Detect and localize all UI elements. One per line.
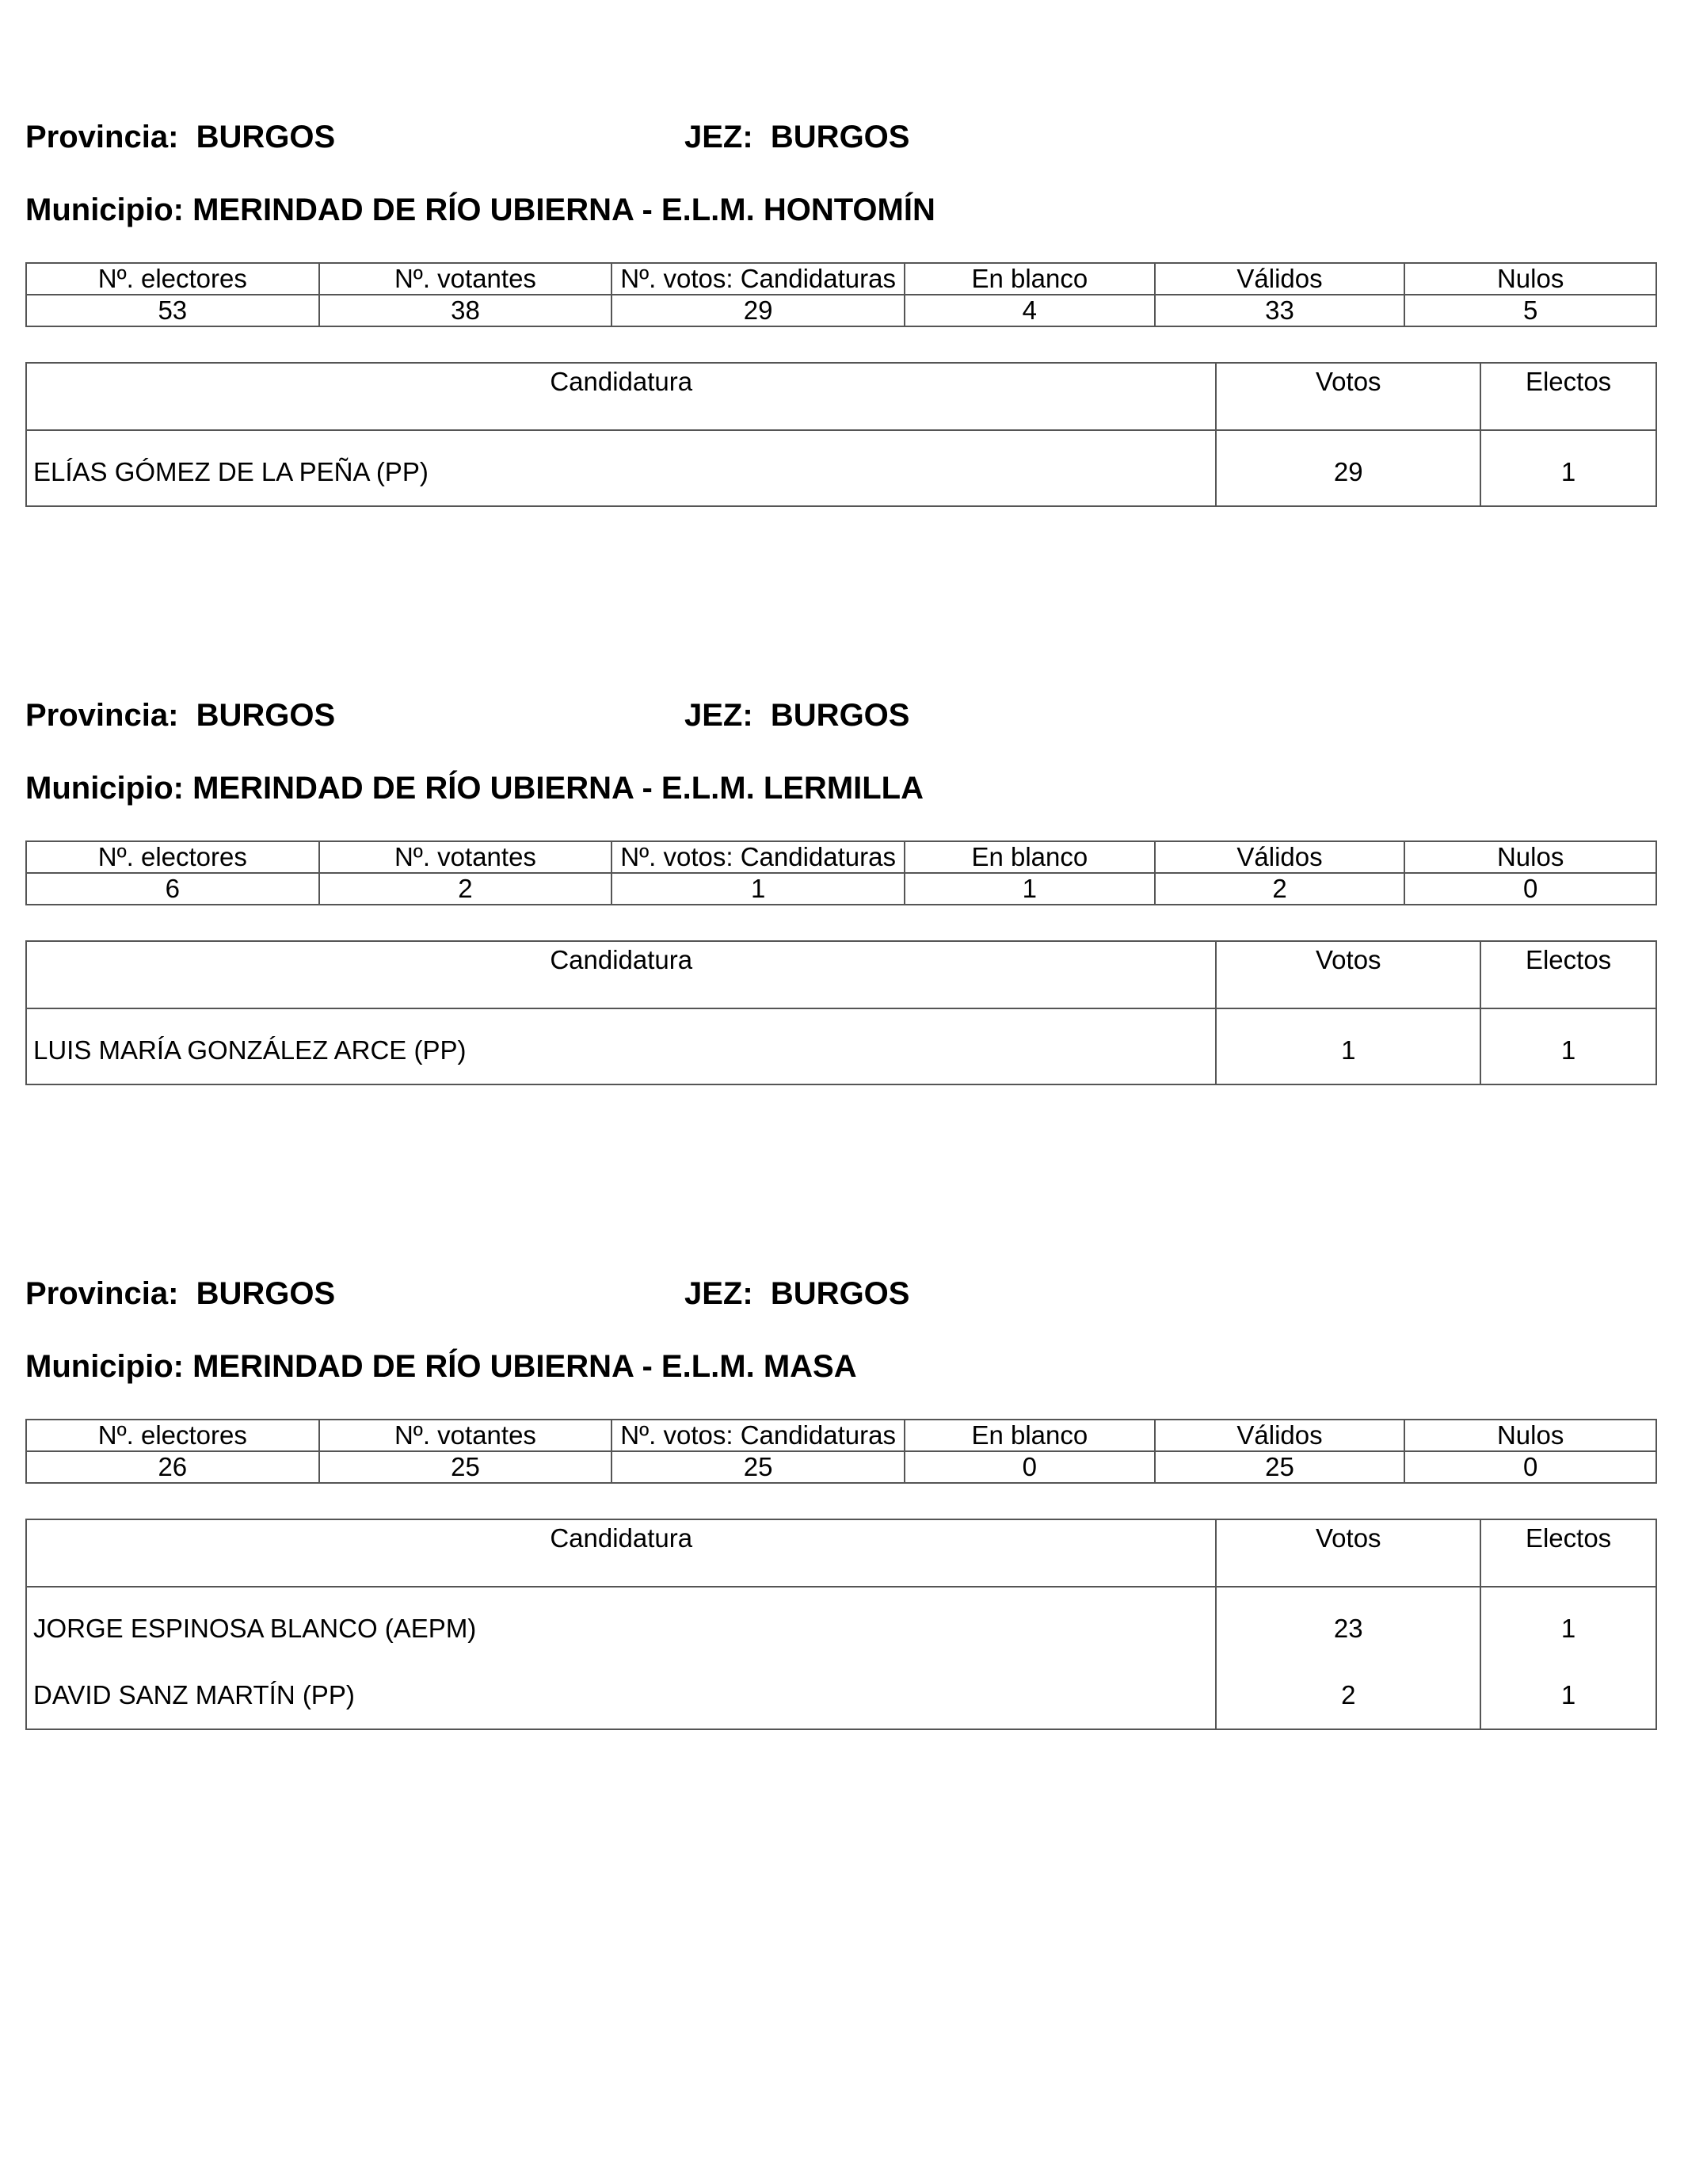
stats-value-cell: 6 — [26, 873, 319, 905]
cand-header-row — [26, 941, 1656, 1008]
stats-header-cell: Válidos — [1155, 1420, 1405, 1451]
table-row — [26, 1008, 1656, 1084]
table-row — [26, 1662, 1656, 1729]
provincia-label: Provincia: BURGOS — [25, 1276, 336, 1311]
stats-header-cell: En blanco — [905, 1420, 1155, 1451]
table-row — [26, 1587, 1656, 1662]
stats-header-cell: Nº. electores — [26, 263, 319, 295]
stats-header-row — [26, 1420, 1656, 1451]
stats-value-cell: 25 — [611, 1451, 905, 1483]
candidato-votos: 2 — [1216, 1662, 1480, 1729]
provincia-label: Provincia: BURGOS — [25, 120, 336, 154]
cand-header-cell: Candidatura — [26, 941, 1216, 1008]
stats-header-row — [26, 263, 1656, 295]
stats-value-cell: 4 — [905, 295, 1155, 326]
cand-header-cell: Electos — [1480, 363, 1656, 430]
candidato-nombre: LUIS MARÍA GONZÁLEZ ARCE (PP) — [26, 1008, 1216, 1084]
stats-header-cell: En blanco — [905, 263, 1155, 295]
stats-value-row — [26, 1451, 1656, 1483]
stats-value-row — [26, 295, 1656, 326]
cand-header-row — [26, 363, 1656, 430]
candidato-electos: 1 — [1480, 1662, 1656, 1729]
stats-table — [25, 262, 1657, 327]
stats-value-cell: 2 — [1155, 873, 1405, 905]
stats-header-cell: Nulos — [1404, 1420, 1656, 1451]
stats-header-cell: Nº. electores — [26, 1420, 319, 1451]
stats-header-cell: Válidos — [1155, 841, 1405, 873]
stats-value-cell: 25 — [319, 1451, 612, 1483]
cand-header-row — [26, 1519, 1656, 1587]
municipio-title: Municipio: MERINDAD DE RÍO UBIERNA - E.L.M. HONTOMÍN — [25, 192, 935, 227]
jez-label: JEZ: BURGOS — [684, 698, 910, 733]
jez-label: JEZ: BURGOS — [684, 1276, 910, 1311]
candidato-electos: 1 — [1480, 1587, 1656, 1662]
stats-header-cell: Nº. votantes — [319, 841, 612, 873]
cand-header-cell: Candidatura — [26, 1519, 1216, 1587]
stats-header-cell: Nº. votantes — [319, 263, 612, 295]
municipio-title: Municipio: MERINDAD DE RÍO UBIERNA - E.L.M. MASA — [25, 1349, 857, 1384]
stats-header-cell: Nulos — [1404, 841, 1656, 873]
stats-header-cell: Nº. votos: Candidaturas — [611, 841, 905, 873]
stats-value-cell: 38 — [319, 295, 612, 326]
table-row — [26, 430, 1656, 506]
candidatos-table — [25, 940, 1657, 1085]
candidatos-table — [25, 1519, 1657, 1730]
stats-table — [25, 1419, 1657, 1484]
stats-value-cell: 0 — [905, 1451, 1155, 1483]
stats-header-row — [26, 841, 1656, 873]
candidato-nombre: DAVID SANZ MARTÍN (PP) — [26, 1662, 1216, 1729]
stats-value-cell: 0 — [1404, 873, 1656, 905]
stats-header-cell: En blanco — [905, 841, 1155, 873]
stats-value-cell: 33 — [1155, 295, 1405, 326]
cand-header-cell: Votos — [1216, 363, 1480, 430]
cand-header-cell: Votos — [1216, 941, 1480, 1008]
candidato-nombre: ELÍAS GÓMEZ DE LA PEÑA (PP) — [26, 430, 1216, 506]
cand-header-cell: Votos — [1216, 1519, 1480, 1587]
stats-header-cell: Nº. votos: Candidaturas — [611, 1420, 905, 1451]
municipio-title: Municipio: MERINDAD DE RÍO UBIERNA - E.L.M. LERMILLA — [25, 771, 924, 806]
stats-header-cell: Nº. electores — [26, 841, 319, 873]
stats-value-cell: 5 — [1404, 295, 1656, 326]
stats-table — [25, 840, 1657, 905]
stats-value-cell: 2 — [319, 873, 612, 905]
candidato-electos: 1 — [1480, 1008, 1656, 1084]
candidato-nombre: JORGE ESPINOSA BLANCO (AEPM) — [26, 1587, 1216, 1662]
cand-header-cell: Electos — [1480, 941, 1656, 1008]
stats-value-cell: 29 — [611, 295, 905, 326]
cand-header-cell: Candidatura — [26, 363, 1216, 430]
stats-value-cell: 53 — [26, 295, 319, 326]
stats-value-cell: 1 — [905, 873, 1155, 905]
cand-header-cell: Electos — [1480, 1519, 1656, 1587]
stats-header-cell: Nulos — [1404, 263, 1656, 295]
stats-value-cell: 25 — [1155, 1451, 1405, 1483]
stats-value-cell: 0 — [1404, 1451, 1656, 1483]
stats-header-cell: Nº. votantes — [319, 1420, 612, 1451]
candidato-votos: 1 — [1216, 1008, 1480, 1084]
stats-value-row — [26, 873, 1656, 905]
candidato-electos: 1 — [1480, 430, 1656, 506]
candidato-votos: 29 — [1216, 430, 1480, 506]
stats-value-cell: 26 — [26, 1451, 319, 1483]
stats-header-cell: Válidos — [1155, 263, 1405, 295]
jez-label: JEZ: BURGOS — [684, 120, 910, 154]
stats-value-cell: 1 — [611, 873, 905, 905]
candidato-votos: 23 — [1216, 1587, 1480, 1662]
stats-header-cell: Nº. votos: Candidaturas — [611, 263, 905, 295]
provincia-label: Provincia: BURGOS — [25, 698, 336, 733]
candidatos-table — [25, 362, 1657, 507]
